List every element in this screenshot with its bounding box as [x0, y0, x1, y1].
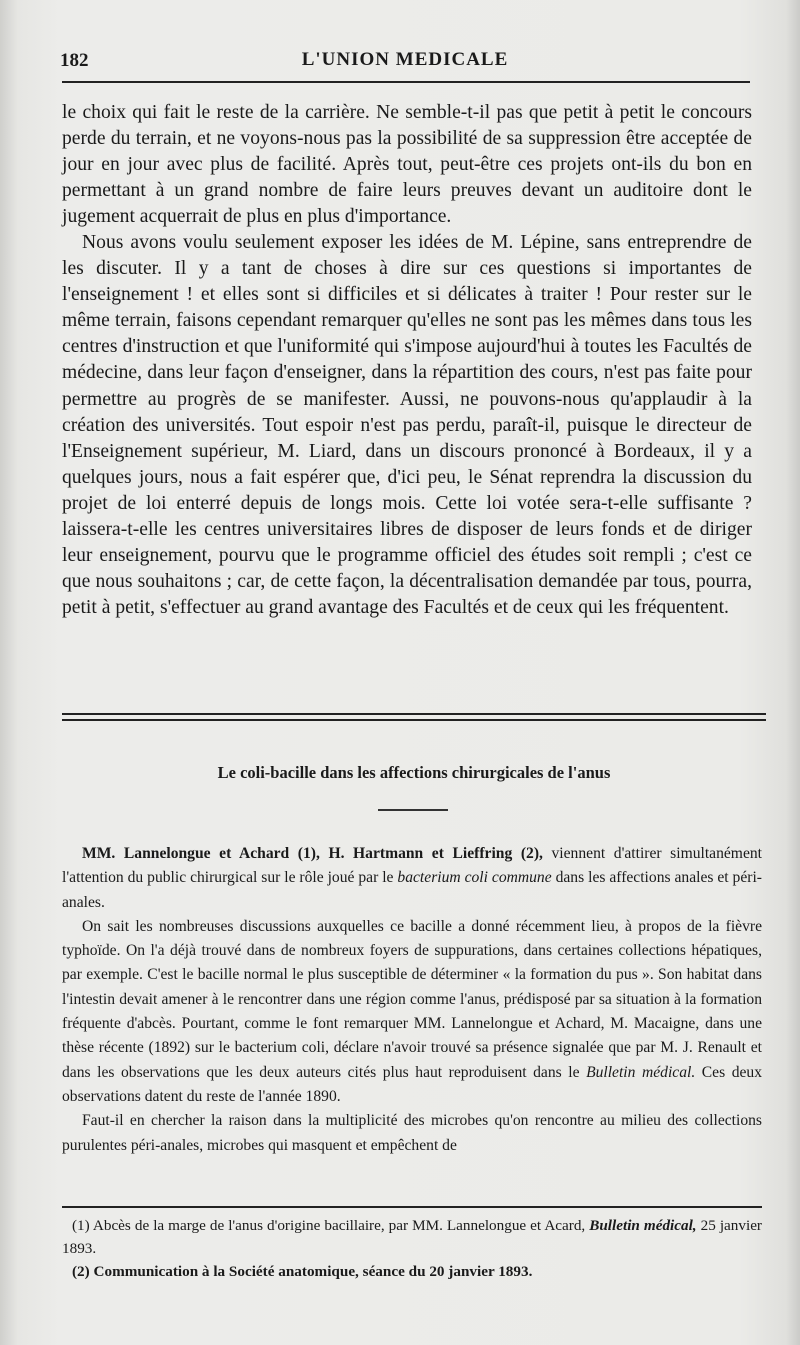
journal-title: L'UNION MEDICALE [301, 49, 509, 70]
article-paragraph-1 [62, 842, 762, 915]
footnote-1-italic: Bulletin médical, [589, 1217, 697, 1234]
article-para-2-text: On sait les nombreuses discussions auxquelles ce bacille a donné récemment lieu, à propos de la fièvre typhoïde. On l'a déjà trouvé dans de nombreux foyers de suppurations, dans certaines collections hépatiques, par exemple. C'est le bacille normal le plus susceptible de déterminer « la formation du pus ». Son habitat dans l'intestin devait amener à le rencontrer dans une région comme l'anus, prédisposé par sa situation à la formation fréquente d'abcès. Pourtant, comme le font remarquer MM. Lannelongue et Achard, M. Macaigne, dans une thèse récente (1892) sur le bacterium coli, déclare n'avoir trouvé sa présence signalée que par M. J. Renault et dans les observations que les deux auteurs cités plus haut reproduisent dans le [62, 917, 762, 1081]
footnote-rule [62, 1206, 762, 1208]
article-para-2-end: Ces deux observations datent du reste de l'année 1890. [62, 1063, 763, 1105]
main-paragraph-2: Nous avons voulu seulement exposer les idées de M. Lépine, sans entreprendre de les discuter. Il y a tant de choses à dire sur ces questions si importantes de l'enseignement ! et elles sont si difficiles et si délicates à traiter ! Pour rester sur le même terrain, faisons cependant remarquer qu'elles ne sont pas les mêmes dans tous les centres d'instruction et que l'uniformité qui s'impose aujourd'hui à toutes les Facultés de médecine, dans leur façon d'enseigner, dans la répartition des cours, n'est pas faite pour permettre au progrès de se manifester. Aussi, ne pouvons-nous qu'applaudir à la création des universités. Tout espoir n'est pas perdu, paraît-il, puisque le directeur de l'Enseignement supérieur, M. Liard, dans un discours prononcé à Bordeaux, il y a quelques jours, nous a fait espérer que, d'ici peu, le Sénat reprendra la discussion du projet de loi enterré depuis de longs mois. Cette loi votée sera-t-elle suffisante ? laissera-t-elle les centres universitaires libres de disposer de leurs fonds et de diriger leur enseignement, pourvu que le programme officiel des études soit rempli ; c'est ce que nous souhaitons ; car, de cette façon, la décentralisation demandée par tous, pourra, petit à petit, s'effectuer au grand avantage des Facultés et de ceux qui les fréquentent. [62, 232, 752, 618]
article-para-2-italic: Bulletin médical. [586, 1063, 696, 1081]
article-title: Le coli-bacille dans les affections chirurgicales de l'anus [217, 763, 611, 782]
article-para-1-text-a: viennent d'attirer simultanément l'attention du public chirurgical sur le rôle joué par le [62, 845, 762, 887]
footnotes [62, 1214, 762, 1283]
article-paragraph-2 [62, 915, 762, 1109]
footnote-1-text-b: 25 janvier 1893. [62, 1217, 762, 1257]
page-number: 182 [60, 50, 89, 71]
article-para-1-italic: bacterium coli commune [397, 869, 552, 887]
article-paragraph-3: Faut-il en chercher la raison dans la multiplicité des microbes qu'on rencontre au milieu des collections purulentes péri-anales, microbes qui masquent et empêchent de [62, 1112, 762, 1154]
title-rule [378, 809, 448, 811]
footnote-1 [62, 1214, 762, 1260]
main-text [62, 100, 752, 621]
section-divider [62, 713, 766, 721]
main-paragraph-1: le choix qui fait le reste de la carrière. Ne semble-t-il pas que petit à petit le concours perde du terrain, et ne voyons-nous pas la possibilité de sa suppression être acceptée de jour en jour avec plus de facilité. Après tout, peut-être ces projets ont-ils du bon en permettant à un grand nombre de faire leurs preuves devant un auditoire dont le jugement acquerrait de plus en plus d'importance. [62, 102, 752, 228]
article-para-1-text-b: dans les affections anales et péri-anales. [62, 869, 762, 911]
footnote-1-text-a: (1) Abcès de la marge de l'anus d'origine bacillaire, par MM. Lannelongue et Acard, [72, 1217, 586, 1234]
header-rule [62, 81, 750, 83]
article-authors: MM. Lannelongue et Achard (1), H. Hartmann et Lieffring (2), [82, 845, 543, 862]
article-body [62, 842, 762, 1158]
page-edge-shade [786, 0, 800, 1345]
footnote-2: (2) Communication à la Société anatomique, séance du 20 janvier 1893. [72, 1263, 533, 1280]
page-header [60, 46, 750, 76]
